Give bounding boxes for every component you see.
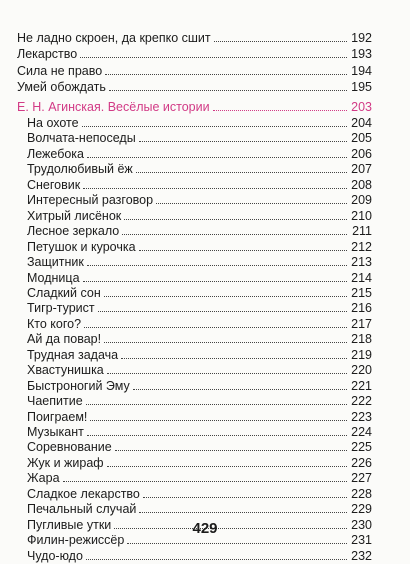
- dot-leader: [115, 450, 347, 451]
- toc-entry-title: Волчата-непоседы: [27, 131, 136, 146]
- toc-entry-title: Лесное зеркало: [27, 224, 120, 239]
- toc-entry-title: Защитник: [27, 255, 84, 270]
- toc-entry: [27, 362, 372, 378]
- toc-entry-page: 206: [351, 146, 372, 161]
- toc-entry: [17, 79, 372, 95]
- dot-leader: [213, 110, 347, 111]
- toc-entry-title: На охоте: [27, 116, 79, 130]
- dot-leader: [139, 250, 347, 251]
- dot-leader: [133, 389, 347, 390]
- page-number: 429: [192, 520, 218, 537]
- toc-entry-title: Ай да повар!: [27, 332, 102, 347]
- dot-leader: [214, 41, 347, 42]
- toc-entry-title: Кто кого?: [27, 316, 82, 331]
- toc-entry: [17, 63, 372, 79]
- toc-entry-title: Е. Н. Агинская. Весёлые истории: [17, 100, 210, 114]
- toc-entry-page: 223: [351, 409, 372, 424]
- dot-leader: [98, 311, 347, 312]
- toc-entry: [27, 130, 372, 146]
- dot-leader: [83, 188, 347, 189]
- toc-entry-title: Печальный случай: [27, 502, 137, 517]
- toc-entry-page: 203: [351, 100, 372, 114]
- toc-entry-page: 222: [351, 394, 372, 409]
- toc-entry-title: Лежебока: [27, 146, 84, 161]
- toc-entry-page: 220: [351, 363, 372, 378]
- dot-leader: [124, 219, 347, 220]
- toc-entry: [27, 439, 372, 455]
- toc-entry: [27, 501, 372, 517]
- toc-entry-page: 216: [351, 301, 372, 316]
- toc-entry-title: Не ладно скроен, да крепко сшит: [17, 31, 211, 45]
- toc-entry: [27, 146, 372, 162]
- dot-leader: [104, 296, 347, 297]
- toc-entry: [27, 254, 372, 270]
- toc-entry-page: 204: [351, 116, 372, 130]
- toc-entry-title: Поиграем!: [27, 409, 88, 424]
- toc-entry-title: Быстроногий Эму: [27, 378, 130, 393]
- toc-entry: [17, 46, 372, 62]
- toc-entry-page: 215: [351, 285, 372, 300]
- dot-leader: [136, 172, 347, 173]
- toc-entry-title: Пугливые утки: [27, 517, 112, 532]
- dot-leader: [87, 157, 347, 158]
- dot-leader: [122, 234, 347, 235]
- toc-entry-page: 205: [351, 131, 372, 146]
- dot-leader: [105, 74, 347, 75]
- dot-leader: [121, 358, 347, 359]
- toc-entry: [27, 192, 372, 208]
- toc-entry-title: Музыкант: [27, 425, 84, 439]
- dot-leader: [156, 203, 347, 204]
- toc-entry-page: 195: [351, 79, 372, 94]
- toc-entry: [27, 548, 372, 564]
- toc-entry-page: 225: [351, 440, 372, 455]
- toc-entry: [27, 455, 372, 471]
- toc-entry: [27, 161, 372, 177]
- toc-entry-page: 224: [351, 425, 372, 439]
- toc-entry: [27, 378, 372, 394]
- toc-entry-page: 208: [351, 177, 372, 192]
- toc-entry-title: Петушок и курочка: [27, 239, 136, 254]
- toc-entry-title: Сладкое лекарство: [27, 486, 140, 501]
- toc-entry-title: Трудная задача: [27, 347, 119, 362]
- toc-entry-page: 194: [351, 63, 372, 78]
- toc-entry-page: 228: [351, 486, 372, 501]
- dot-leader: [104, 342, 347, 343]
- toc-entry-title: Жара: [27, 471, 60, 486]
- dot-leader: [139, 141, 347, 142]
- toc-entry: [27, 177, 372, 193]
- toc-entry: [27, 115, 372, 131]
- toc-entry: [27, 239, 372, 255]
- dot-leader: [83, 281, 347, 282]
- toc-entry: [27, 347, 372, 363]
- toc-entry-title: Соревнование: [27, 440, 112, 455]
- toc-entry-title: Умей обождать: [17, 79, 106, 94]
- dot-leader: [82, 126, 347, 127]
- toc-entry-title: Снеговик: [27, 177, 81, 192]
- toc-entry-page: 230: [351, 517, 372, 532]
- dot-leader: [86, 559, 347, 560]
- toc-entry-page: 231: [351, 533, 372, 548]
- toc-entry-title: Сила не право: [17, 63, 103, 78]
- toc-entry: [27, 424, 372, 440]
- toc-entry-title: Интересный разговор: [27, 193, 154, 208]
- dot-leader: [80, 57, 347, 58]
- toc-entry-title: Чаепитие: [27, 394, 83, 409]
- toc-section-heading: [17, 99, 372, 115]
- dot-leader: [143, 497, 347, 498]
- toc-entry: [27, 470, 372, 486]
- toc-entry-page: 214: [351, 270, 372, 285]
- toc-entry-title: Сладкий сон: [27, 285, 101, 300]
- toc-entry: [27, 393, 372, 409]
- toc-entry: [17, 30, 372, 46]
- toc-entry-title: Чудо-юдо: [27, 548, 83, 563]
- dot-leader: [84, 327, 347, 328]
- toc-entry: [27, 331, 372, 347]
- toc-entry-title: Жук и жираф: [27, 455, 104, 470]
- toc-entry: [27, 223, 372, 239]
- toc-entry: [27, 316, 372, 332]
- dot-leader: [139, 512, 347, 513]
- toc-entry-page: 210: [351, 208, 372, 223]
- toc-entry-page: 232: [351, 548, 372, 563]
- toc-entry-page: 227: [351, 471, 372, 486]
- toc-entry: [27, 285, 372, 301]
- dot-leader: [86, 404, 347, 405]
- toc-entry-page: 226: [351, 455, 372, 470]
- toc-entry-page: 212: [351, 239, 372, 254]
- toc-entry-page: 229: [351, 502, 372, 517]
- toc-entry-page: 213: [351, 255, 372, 270]
- toc-entry: [27, 300, 372, 316]
- toc-entry-page: 217: [351, 316, 372, 331]
- toc-entry-page: 209: [351, 193, 372, 208]
- toc-entry-page: 207: [351, 162, 372, 177]
- toc-entry-page: 211: [352, 224, 372, 239]
- toc-entry: [27, 409, 372, 425]
- dot-leader: [87, 435, 347, 436]
- dot-leader: [107, 373, 347, 374]
- toc-entry: [27, 270, 372, 286]
- dot-leader: [127, 543, 347, 544]
- dot-leader: [63, 481, 347, 482]
- toc-entry-title: Модница: [27, 270, 80, 285]
- toc-entry-page: 218: [351, 332, 372, 347]
- dot-leader: [107, 466, 347, 467]
- toc-entry-title: Тигр-турист: [27, 301, 95, 316]
- dot-leader: [90, 420, 347, 421]
- toc-entry-page: 193: [351, 47, 372, 62]
- toc-entry-title: Трудолюбивый ёж: [27, 162, 133, 177]
- toc-entry-title: Хитрый лисёнок: [27, 208, 122, 223]
- toc-entry: [27, 486, 372, 502]
- dot-leader: [87, 265, 347, 266]
- toc-entry-title: Хвастунишка: [27, 363, 104, 378]
- toc-entry: [27, 208, 372, 224]
- toc-entry-page: 219: [351, 347, 372, 362]
- toc-entry-title: Лекарство: [17, 47, 78, 62]
- toc-entry-title: Филин-режиссёр: [27, 533, 125, 548]
- toc-entry-page: 192: [351, 31, 372, 45]
- toc-entry-page: 221: [351, 378, 372, 393]
- dot-leader: [109, 90, 347, 91]
